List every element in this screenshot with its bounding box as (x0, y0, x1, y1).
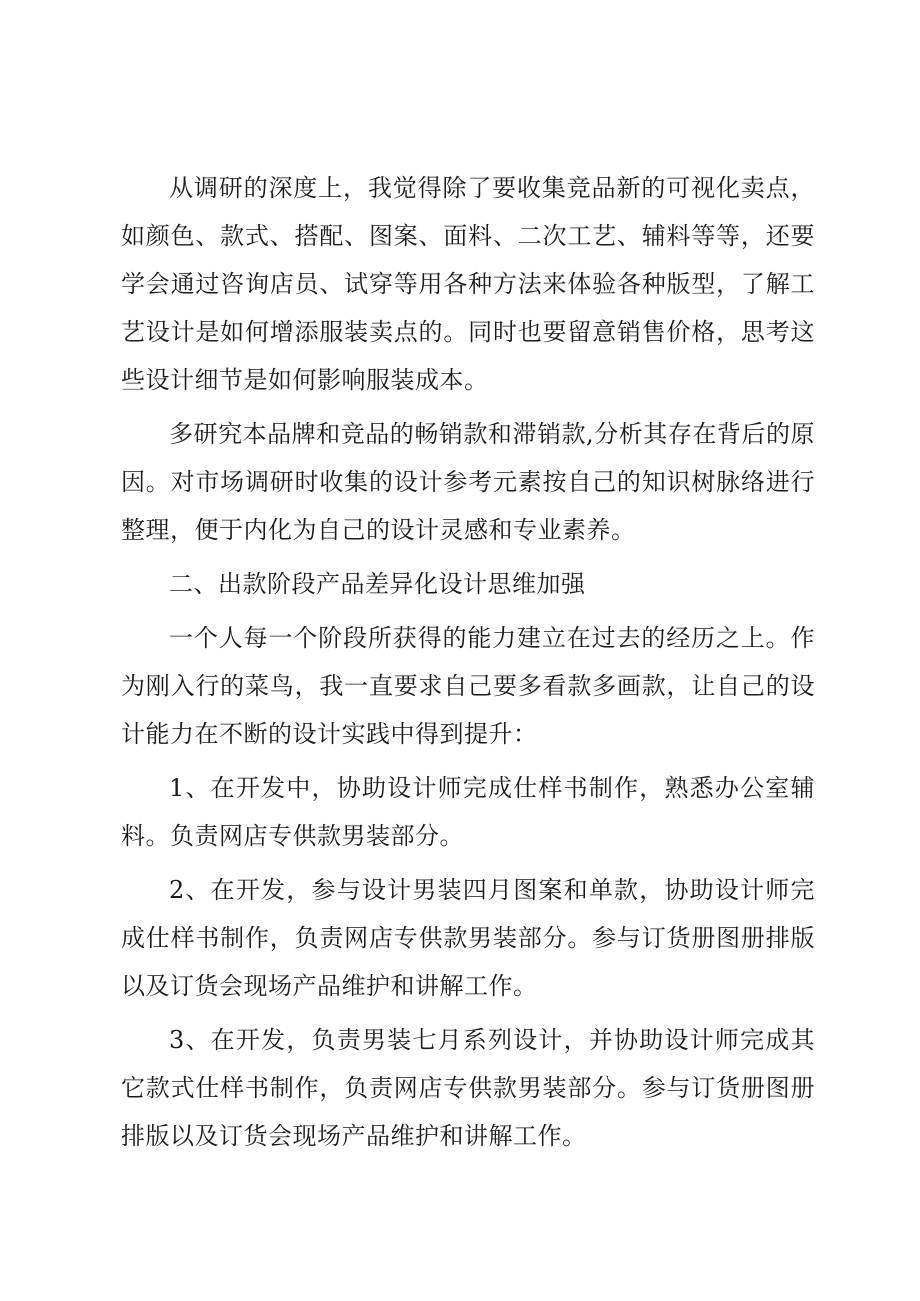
document-body (121, 164, 815, 1166)
paragraph-research-depth: 从调研的深度上，我觉得除了要收集竞品新的可视化卖点，如颜色、款式、搭配、图案、面料、二次工艺、辅料等等，还要学会通过咨询店员、试穿等用各种方法来体验各种版型，了解工艺设计是如何增添服装卖点的。同时也要留意销售价格，思考这些设计细节是如何影响服装成本。 (121, 174, 815, 394)
paragraph-bestseller-analysis: 多研究本品牌和竞品的畅销款和滞销款,分析其存在背后的原因。对市场调研时收集的设计参考元素按自己的知识树脉络进行整理，便于内化为自己的设计灵感和专业素养。 (121, 420, 815, 544)
list-item-2: 2、在开发，参与设计男装四月图案和单款，协助设计师完成仕样书制作，负责网店专供款男装部分。参与订货册图册排版以及订货会现场产品维护和讲解工作。 (121, 876, 815, 1000)
section-heading-differentiation: 二、出款阶段产品差异化设计思维加强 (169, 570, 586, 598)
list-item-1: 1、在开发中，协助设计师完成仕样书制作，熟悉办公室辅料。负责网店专供款男装部分。 (121, 774, 815, 850)
paragraph-capability-growth: 一个人每一个阶段所获得的能力建立在过去的经历之上。作为刚入行的菜鸟，我一直要求自己要多看款多画款，让自己的设计能力在不断的设计实践中得到提升： (121, 624, 815, 748)
list-item-3: 3、在开发，负责男装七月系列设计，并协助设计师完成其它款式仕样书制作，负责网店专供款男装部分。参与订货册图册排版以及订货会现场产品维护和讲解工作。 (121, 1026, 815, 1150)
